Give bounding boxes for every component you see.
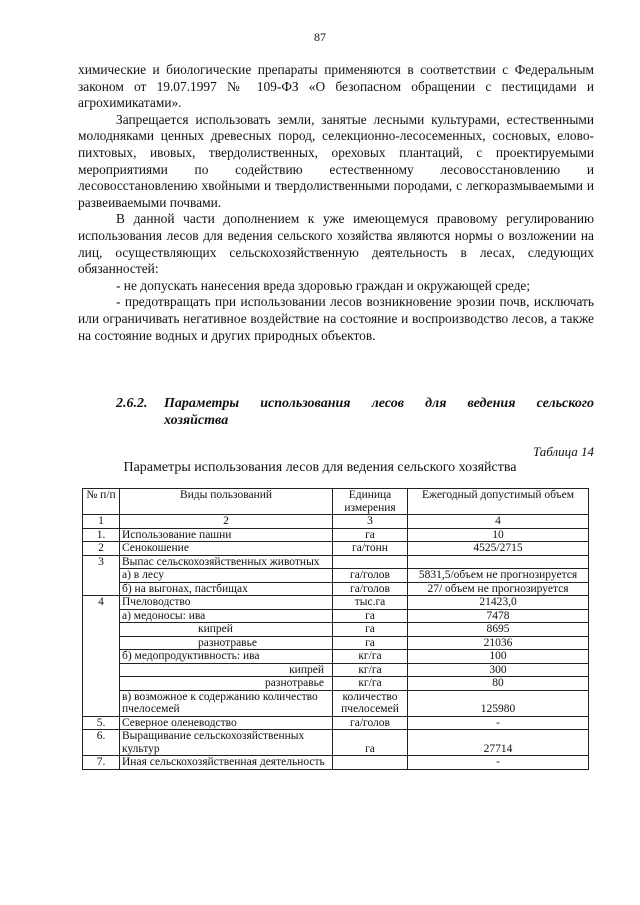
- row-value: 5831,5/объем не прогнозируется: [408, 569, 589, 583]
- parameters-table: [82, 488, 589, 770]
- header-cell: Виды пользований: [120, 489, 333, 515]
- table-row: [83, 716, 589, 730]
- obligation-item-1: - не допускать нанесения вреда здоровью граждан и окружающей среде;: [116, 277, 531, 293]
- row-unit: кг/га: [333, 663, 408, 677]
- row-value: 300: [408, 663, 589, 677]
- table-row: [83, 636, 589, 650]
- row-number: 1.: [83, 528, 120, 542]
- header-cell: Единица измерения: [333, 489, 408, 515]
- table-row: [83, 596, 589, 610]
- section-number: 2.6.2.: [116, 396, 148, 411]
- row-name: разнотравье: [120, 636, 333, 650]
- table-row: [83, 569, 589, 583]
- table-row: [83, 663, 589, 677]
- row-number: 4: [83, 596, 120, 717]
- row-unit: кг/га: [333, 650, 408, 664]
- row-value: 80: [408, 677, 589, 691]
- row-value: -: [408, 756, 589, 770]
- section-heading: [78, 395, 594, 429]
- row-name: разнотравье: [120, 677, 333, 691]
- row-value: 27714: [408, 730, 589, 756]
- column-number: 3: [333, 515, 408, 529]
- row-unit: га/тонн: [333, 542, 408, 556]
- row-name: Выращивание сельскохозяйственных культур: [120, 730, 333, 756]
- row-unit: [333, 756, 408, 770]
- table-label: Таблица 14: [532, 444, 594, 459]
- row-name: Выпас сельскохозяйственных животных: [120, 555, 333, 569]
- table-header-row: [83, 489, 589, 515]
- row-value: 100: [408, 650, 589, 664]
- table-row: [83, 650, 589, 664]
- row-unit: га: [333, 623, 408, 637]
- table-row: [83, 730, 589, 756]
- row-name: Северное оленеводство: [120, 716, 333, 730]
- table-row: [83, 582, 589, 596]
- table-title: Параметры использования лесов для ведения сельского хозяйства: [123, 460, 517, 475]
- row-unit: [333, 555, 408, 569]
- row-value: 10: [408, 528, 589, 542]
- column-number: 1: [83, 515, 120, 529]
- row-name: кипрей: [120, 663, 333, 677]
- row-unit: га/голов: [333, 716, 408, 730]
- obligation-item-2: - предотвращать при использовании лесов возникновение эрозии почв, исключать или ограничивать негативное воздействие на состояние и воспроизводство лесов, а также на состояние водных и других природных объектов.: [78, 294, 594, 343]
- row-value: 125980: [408, 690, 589, 716]
- row-value: 27/ объем не прогнозируется: [408, 582, 589, 596]
- row-name: б) на выгонах, пастбищах: [120, 582, 333, 596]
- row-name: а) медоносы: ива: [120, 609, 333, 623]
- row-name: Использование пашни: [120, 528, 333, 542]
- table-row: [83, 528, 589, 542]
- row-value: 21036: [408, 636, 589, 650]
- row-value: -: [408, 716, 589, 730]
- row-name: Пчеловодство: [120, 596, 333, 610]
- table-row: [83, 690, 589, 716]
- section-title-line1: Параметры использования лесов для ведения сельского: [164, 396, 594, 411]
- section-title-line2: хозяйства: [164, 413, 229, 428]
- column-number-row: [83, 515, 589, 529]
- row-value: 7478: [408, 609, 589, 623]
- table-row: [83, 756, 589, 770]
- table-row: [83, 623, 589, 637]
- row-number: 2: [83, 542, 120, 556]
- row-unit: га: [333, 609, 408, 623]
- row-value: 4525/2715: [408, 542, 589, 556]
- row-number: 7.: [83, 756, 120, 770]
- table-row: [83, 555, 589, 569]
- row-unit: га: [333, 528, 408, 542]
- row-number: 5.: [83, 716, 120, 730]
- header-cell: № п/п: [83, 489, 120, 515]
- row-name: Сенокошение: [120, 542, 333, 556]
- row-value: [408, 555, 589, 569]
- page-number: 87: [314, 30, 326, 44]
- paragraph-prohibition: Запрещается использовать земли, занятые лесными культурами, естественными молодняками ценных древесных пород, селекционно-лесосеменных, сосновых, елово-пихтовых, ивовых, твердолиственных, ореховых плантаций, с проектируемыми мероприятиями по содействию естественному лесовосстановлению и лесовосстановлению хвойными и твердолиственными породами, с легкоразмываемыми и развеиваемыми почвами.: [78, 111, 594, 210]
- header-cell: Ежегодный допустимый объем: [408, 489, 589, 515]
- row-unit: га: [333, 636, 408, 650]
- row-name: в) возможное к содержанию количество пчелосемей: [120, 690, 333, 716]
- row-name: а) в лесу: [120, 569, 333, 583]
- row-name: Иная сельскохозяйственная деятельность: [120, 756, 333, 770]
- paragraph-pesticides: химические и биологические препараты применяются в соответствии с Федеральным законом от 19.07.1997 № 109-ФЗ «О безопасном обращении с пестицидами и агрохимикатами».: [78, 62, 594, 111]
- row-unit: га: [333, 730, 408, 756]
- row-name: кипрей: [120, 623, 333, 637]
- table-row: [83, 677, 589, 691]
- table-row: [83, 542, 589, 556]
- body-text: [78, 62, 594, 344]
- row-unit: количество пчелосемей: [333, 690, 408, 716]
- table-row: [83, 609, 589, 623]
- row-unit: кг/га: [333, 677, 408, 691]
- column-number: 2: [120, 515, 333, 529]
- row-unit: тыс.га: [333, 596, 408, 610]
- row-value: 21423,0: [408, 596, 589, 610]
- row-value: 8695: [408, 623, 589, 637]
- row-unit: га/голов: [333, 582, 408, 596]
- row-number: 6.: [83, 730, 120, 756]
- row-name: б) медопродуктивность: ива: [120, 650, 333, 664]
- row-number: 3: [83, 555, 120, 596]
- row-unit: га/голов: [333, 569, 408, 583]
- column-number: 4: [408, 515, 589, 529]
- paragraph-obligations: В данной части дополнением к уже имеющемуся правовому регулированию использования лесов для ведения сельского хозяйства являются нормы о возложении на лиц, осуществляющих сельскохозяйственную деятельность в лесах, следующих обязанностей:: [78, 211, 594, 277]
